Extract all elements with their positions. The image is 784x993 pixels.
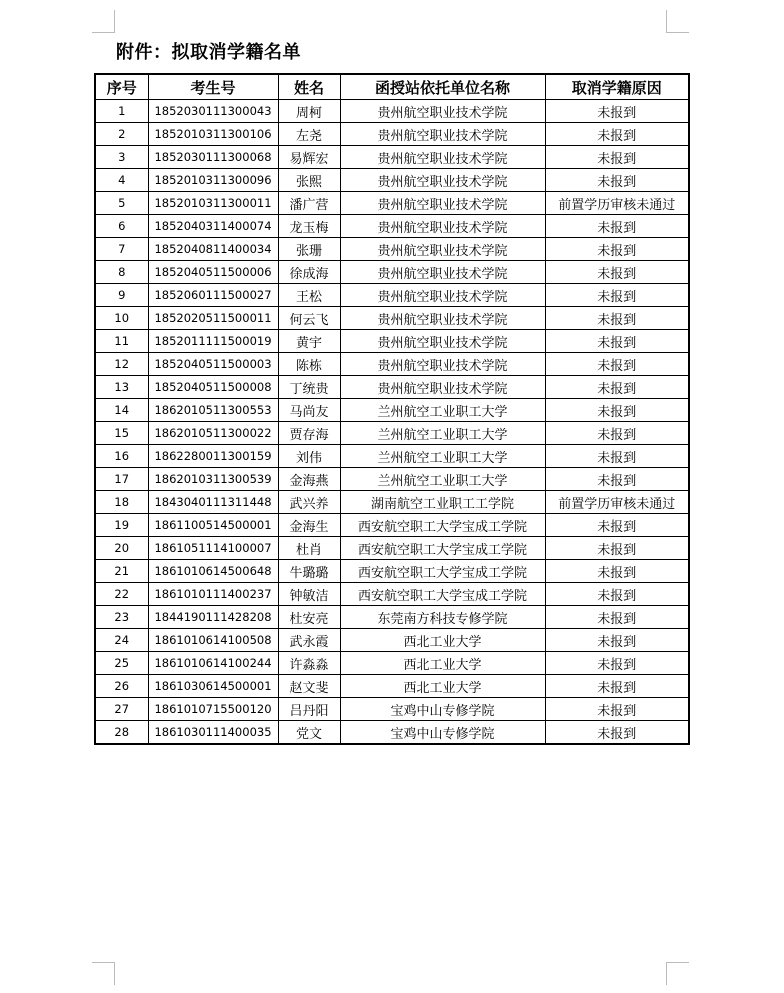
cell-seq: 21 <box>95 560 148 583</box>
cell-exam-id: 1862280011300159 <box>148 445 278 468</box>
header-name: 姓名 <box>278 74 340 100</box>
table-row <box>95 169 689 192</box>
cell-name: 武永霞 <box>278 629 340 652</box>
table-row <box>95 353 689 376</box>
cell-name: 金海燕 <box>278 468 340 491</box>
cell-reason: 未报到 <box>545 353 689 376</box>
cell-seq: 1 <box>95 100 148 123</box>
table-row <box>95 238 689 261</box>
cell-seq: 6 <box>95 215 148 238</box>
cell-name: 吕丹阳 <box>278 698 340 721</box>
cell-exam-id: 1861030111400035 <box>148 721 278 745</box>
cell-name: 丁统贵 <box>278 376 340 399</box>
cell-exam-id: 1861100514500001 <box>148 514 278 537</box>
cell-reason: 未报到 <box>545 146 689 169</box>
cell-seq: 24 <box>95 629 148 652</box>
cell-seq: 13 <box>95 376 148 399</box>
cell-name: 金海生 <box>278 514 340 537</box>
header-school: 函授站依托单位名称 <box>340 74 545 100</box>
cell-exam-id: 1852030111300068 <box>148 146 278 169</box>
cell-seq: 16 <box>95 445 148 468</box>
cell-seq: 11 <box>95 330 148 353</box>
cell-school: 西北工业大学 <box>340 675 545 698</box>
cell-exam-id: 1861010614100244 <box>148 652 278 675</box>
cell-exam-id: 1852040511500003 <box>148 353 278 376</box>
cell-reason: 未报到 <box>545 606 689 629</box>
cell-exam-id: 1862010311300539 <box>148 468 278 491</box>
cell-reason: 未报到 <box>545 261 689 284</box>
cancellation-table <box>94 73 690 745</box>
cell-school: 贵州航空职业技术学院 <box>340 192 545 215</box>
cell-exam-id: 1852060111500027 <box>148 284 278 307</box>
cell-seq: 23 <box>95 606 148 629</box>
cell-exam-id: 1852040811400034 <box>148 238 278 261</box>
cell-school: 贵州航空职业技术学院 <box>340 307 545 330</box>
cell-reason: 未报到 <box>545 422 689 445</box>
cell-school: 贵州航空职业技术学院 <box>340 169 545 192</box>
table-row <box>95 583 689 606</box>
cell-reason: 未报到 <box>545 215 689 238</box>
cell-seq: 26 <box>95 675 148 698</box>
cell-reason: 未报到 <box>545 721 689 745</box>
cell-seq: 7 <box>95 238 148 261</box>
cell-exam-id: 1852040511500006 <box>148 261 278 284</box>
table-row <box>95 514 689 537</box>
cell-school: 西安航空职工大学宝成工学院 <box>340 560 545 583</box>
table-row <box>95 307 689 330</box>
cell-seq: 22 <box>95 583 148 606</box>
cell-school: 贵州航空职业技术学院 <box>340 100 545 123</box>
document-title: 附件：拟取消学籍名单 <box>116 42 301 63</box>
table-row <box>95 675 689 698</box>
cell-name: 党文 <box>278 721 340 745</box>
table-row <box>95 330 689 353</box>
cell-reason: 未报到 <box>545 514 689 537</box>
cell-seq: 5 <box>95 192 148 215</box>
cell-name: 徐成海 <box>278 261 340 284</box>
cell-exam-id: 1861051114100007 <box>148 537 278 560</box>
cell-exam-id: 1852040511500008 <box>148 376 278 399</box>
table-row <box>95 100 689 123</box>
cell-name: 钟敏洁 <box>278 583 340 606</box>
cell-reason: 未报到 <box>545 445 689 468</box>
cell-name: 赵文斐 <box>278 675 340 698</box>
cell-name: 杜肖 <box>278 537 340 560</box>
cell-school: 贵州航空职业技术学院 <box>340 146 545 169</box>
cell-school: 兰州航空工业职工大学 <box>340 445 545 468</box>
cell-name: 陈栋 <box>278 353 340 376</box>
cell-school: 宝鸡中山专修学院 <box>340 721 545 745</box>
cell-seq: 2 <box>95 123 148 146</box>
cell-school: 西安航空职工大学宝成工学院 <box>340 514 545 537</box>
cell-reason: 前置学历审核未通过 <box>545 192 689 215</box>
cell-school: 贵州航空职业技术学院 <box>340 215 545 238</box>
cell-exam-id: 1852030111300043 <box>148 100 278 123</box>
crop-mark-top-right <box>666 10 689 33</box>
cell-seq: 14 <box>95 399 148 422</box>
cell-seq: 10 <box>95 307 148 330</box>
table-row <box>95 146 689 169</box>
cell-exam-id: 1844190111428208 <box>148 606 278 629</box>
cell-name: 武兴养 <box>278 491 340 514</box>
cell-exam-id: 1861010614500648 <box>148 560 278 583</box>
cell-school: 兰州航空工业职工大学 <box>340 468 545 491</box>
cell-school: 西安航空职工大学宝成工学院 <box>340 583 545 606</box>
cell-name: 杜安亮 <box>278 606 340 629</box>
cell-seq: 4 <box>95 169 148 192</box>
cell-exam-id: 1843040111311448 <box>148 491 278 514</box>
table-row <box>95 629 689 652</box>
cell-reason: 未报到 <box>545 675 689 698</box>
table-body <box>95 100 689 745</box>
cell-reason: 未报到 <box>545 284 689 307</box>
header-exam-id: 考生号 <box>148 74 278 100</box>
table-row <box>95 261 689 284</box>
cell-name: 王松 <box>278 284 340 307</box>
cell-seq: 12 <box>95 353 148 376</box>
cell-name: 潘广营 <box>278 192 340 215</box>
cell-name: 张珊 <box>278 238 340 261</box>
cell-name: 许淼淼 <box>278 652 340 675</box>
table-row <box>95 606 689 629</box>
cell-school: 贵州航空职业技术学院 <box>340 238 545 261</box>
cell-reason: 未报到 <box>545 629 689 652</box>
cell-reason: 前置学历审核未通过 <box>545 491 689 514</box>
cell-reason: 未报到 <box>545 583 689 606</box>
cell-school: 兰州航空工业职工大学 <box>340 399 545 422</box>
cell-seq: 19 <box>95 514 148 537</box>
cell-school: 兰州航空工业职工大学 <box>340 422 545 445</box>
cell-seq: 3 <box>95 146 148 169</box>
cell-reason: 未报到 <box>545 399 689 422</box>
header-seq: 序号 <box>95 74 148 100</box>
table-row <box>95 468 689 491</box>
cell-reason: 未报到 <box>545 698 689 721</box>
cell-school: 湖南航空工业职工工学院 <box>340 491 545 514</box>
cell-seq: 25 <box>95 652 148 675</box>
cell-reason: 未报到 <box>545 123 689 146</box>
table-row <box>95 560 689 583</box>
table-row <box>95 652 689 675</box>
cell-seq: 9 <box>95 284 148 307</box>
table-row <box>95 445 689 468</box>
cell-school: 贵州航空职业技术学院 <box>340 284 545 307</box>
cell-name: 左尧 <box>278 123 340 146</box>
cell-name: 牛璐璐 <box>278 560 340 583</box>
cell-school: 贵州航空职业技术学院 <box>340 376 545 399</box>
cell-reason: 未报到 <box>545 560 689 583</box>
table-row <box>95 192 689 215</box>
cell-exam-id: 1861010715500120 <box>148 698 278 721</box>
table-row <box>95 376 689 399</box>
cell-exam-id: 1852040311400074 <box>148 215 278 238</box>
cell-school: 西安航空职工大学宝成工学院 <box>340 537 545 560</box>
cell-reason: 未报到 <box>545 238 689 261</box>
cell-exam-id: 1861030614500001 <box>148 675 278 698</box>
header-reason: 取消学籍原因 <box>545 74 689 100</box>
cell-school: 贵州航空职业技术学院 <box>340 353 545 376</box>
cell-school: 宝鸡中山专修学院 <box>340 698 545 721</box>
cell-school: 贵州航空职业技术学院 <box>340 123 545 146</box>
crop-mark-top-left <box>92 10 115 33</box>
cell-name: 周柯 <box>278 100 340 123</box>
cell-reason: 未报到 <box>545 468 689 491</box>
cell-seq: 27 <box>95 698 148 721</box>
cell-seq: 28 <box>95 721 148 745</box>
cell-exam-id: 1862010511300553 <box>148 399 278 422</box>
cell-seq: 20 <box>95 537 148 560</box>
cell-exam-id: 1852010311300106 <box>148 123 278 146</box>
cell-name: 贾存海 <box>278 422 340 445</box>
cell-reason: 未报到 <box>545 100 689 123</box>
cell-name: 黄宇 <box>278 330 340 353</box>
cell-seq: 17 <box>95 468 148 491</box>
cell-exam-id: 1861010614100508 <box>148 629 278 652</box>
cell-reason: 未报到 <box>545 376 689 399</box>
table-row <box>95 123 689 146</box>
cell-school: 贵州航空职业技术学院 <box>340 261 545 284</box>
cell-school: 西北工业大学 <box>340 629 545 652</box>
cell-name: 何云飞 <box>278 307 340 330</box>
cell-seq: 8 <box>95 261 148 284</box>
table-row <box>95 399 689 422</box>
cell-exam-id: 1861010111400237 <box>148 583 278 606</box>
cell-reason: 未报到 <box>545 330 689 353</box>
table-row <box>95 491 689 514</box>
cell-reason: 未报到 <box>545 652 689 675</box>
table-header-row <box>95 74 689 100</box>
cell-name: 马尚友 <box>278 399 340 422</box>
table-row <box>95 537 689 560</box>
cell-exam-id: 1862010511300022 <box>148 422 278 445</box>
cell-school: 贵州航空职业技术学院 <box>340 330 545 353</box>
crop-mark-bottom-left <box>92 962 115 985</box>
cell-seq: 18 <box>95 491 148 514</box>
cell-reason: 未报到 <box>545 169 689 192</box>
cell-school: 西北工业大学 <box>340 652 545 675</box>
table-row <box>95 422 689 445</box>
cell-name: 易辉宏 <box>278 146 340 169</box>
cell-reason: 未报到 <box>545 537 689 560</box>
cell-seq: 15 <box>95 422 148 445</box>
crop-mark-bottom-right <box>666 962 689 985</box>
cell-school: 东莞南方科技专修学院 <box>340 606 545 629</box>
cell-exam-id: 1852010311300096 <box>148 169 278 192</box>
cell-name: 刘伟 <box>278 445 340 468</box>
table-row <box>95 215 689 238</box>
cell-exam-id: 1852011111500019 <box>148 330 278 353</box>
table-row <box>95 721 689 745</box>
cell-reason: 未报到 <box>545 307 689 330</box>
cell-name: 龙玉梅 <box>278 215 340 238</box>
cell-exam-id: 1852020511500011 <box>148 307 278 330</box>
table-row <box>95 698 689 721</box>
cell-exam-id: 1852010311300011 <box>148 192 278 215</box>
table-row <box>95 284 689 307</box>
cell-name: 张熙 <box>278 169 340 192</box>
